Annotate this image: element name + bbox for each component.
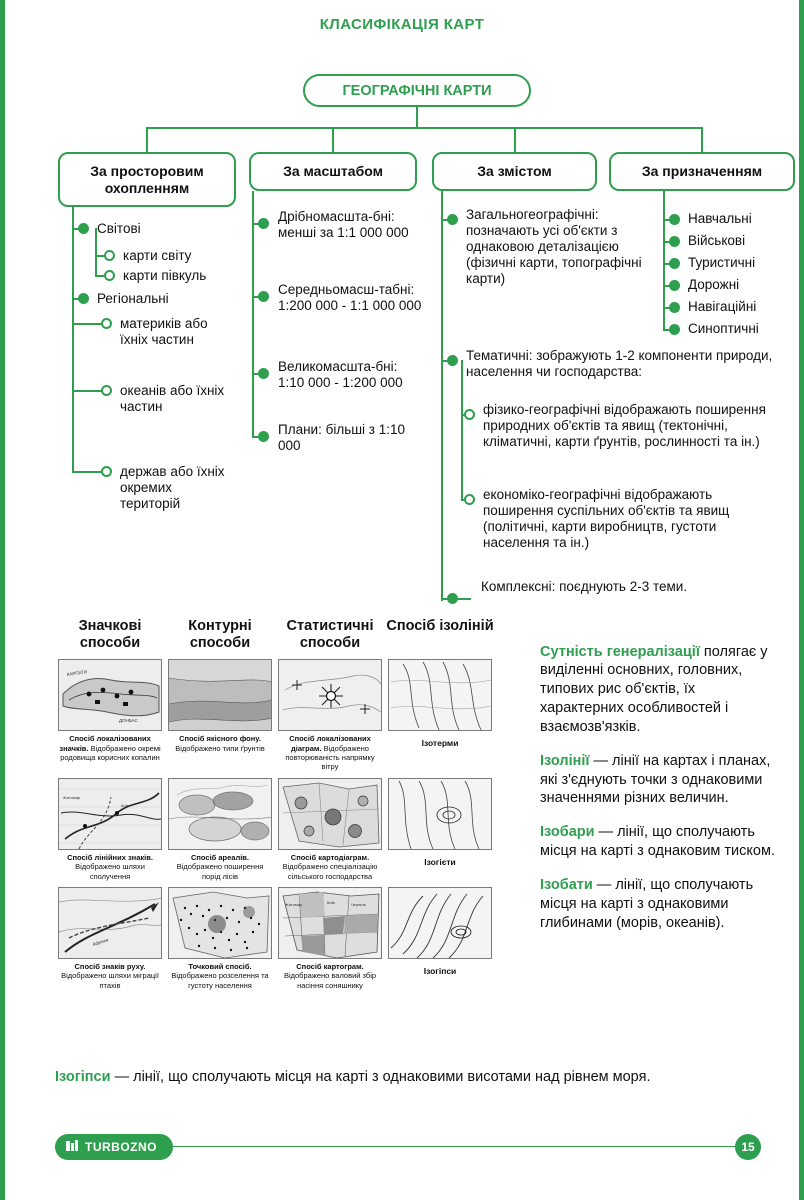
table-cell-caption: Спосіб лінійних знаків. Відображено шляхи сполучення bbox=[67, 852, 153, 881]
connector bbox=[416, 107, 418, 127]
connector bbox=[72, 207, 74, 473]
svg-text:Київ: Київ bbox=[327, 899, 335, 905]
svg-text:Житомир: Житомир bbox=[285, 901, 303, 907]
book-icon bbox=[65, 1139, 79, 1156]
list-item: економіко-географічні відображають поширення суспільних об'єктів та явищ (політичні, карти виробництв, густоти населення та ін.) bbox=[483, 487, 730, 550]
map-thumbnail-isohyets bbox=[388, 778, 492, 850]
category-box-scale: За масштабом bbox=[249, 152, 417, 191]
bullet-icon bbox=[669, 302, 680, 313]
bullet-icon bbox=[669, 280, 680, 291]
table-cell bbox=[55, 887, 165, 990]
list-item: Синоптичні bbox=[688, 321, 759, 336]
definitions-column bbox=[540, 628, 775, 947]
bullet-icon bbox=[101, 466, 112, 477]
definition-isohypses: Ізогіпси — лінії, що сполучають місця на карті з однаковими висотами над рівнем моря. bbox=[55, 1069, 651, 1085]
bullet-icon bbox=[447, 355, 458, 366]
bullet-icon bbox=[669, 324, 680, 335]
list-item: Тематичні: зображують 1-2 компоненти природи, населення чи господарства: bbox=[466, 348, 773, 379]
bullet-icon bbox=[447, 214, 458, 225]
table-cell bbox=[55, 659, 165, 772]
connector bbox=[461, 360, 463, 500]
table-cell bbox=[385, 887, 495, 990]
methods-col-header: Значкові способи bbox=[78, 618, 142, 651]
list-item: Плани: більші з 1:10 000 bbox=[278, 422, 406, 453]
map-thumbnail-qualitative-background bbox=[168, 659, 272, 731]
table-row bbox=[55, 778, 495, 881]
root-node: ГЕОГРАФІЧНІ КАРТИ bbox=[303, 74, 531, 107]
connector bbox=[514, 127, 516, 152]
map-thumbnail-linear-signs bbox=[58, 778, 162, 850]
list-item: Загальногеографічні: позначають усі об'єкти з однаковою деталізацією (фізичні карти, топографічні карти) bbox=[466, 207, 642, 286]
table-cell-caption: Спосіб картодіаграм. Відображено спеціалізацію сільського господарства bbox=[282, 852, 378, 881]
bullet-icon bbox=[104, 250, 115, 261]
list-item: держав або їхніх окремих територій bbox=[120, 464, 225, 511]
map-thumbnail-isotherms bbox=[388, 659, 492, 731]
bullet-icon bbox=[258, 218, 269, 229]
list-item: Навчальні bbox=[688, 211, 752, 226]
methods-table bbox=[55, 618, 495, 996]
list-item: материків або їхніх частин bbox=[120, 316, 208, 347]
list-item: карти світу bbox=[123, 248, 192, 263]
definition-isobars: Ізобари — лінії, що сполучають місця на карті з однаковим тиском. bbox=[540, 824, 775, 860]
page-number: 15 bbox=[735, 1134, 761, 1160]
connector bbox=[441, 191, 443, 601]
definition-generalization: Сутність генералізації полягає у виділенні основних, головних, типових рис об'єктів, їх характерних особливостей і взаємозв'язків. bbox=[540, 643, 768, 735]
svg-text:Африка: Африка bbox=[91, 937, 109, 947]
svg-text:КАРПАТИ: КАРПАТИ bbox=[66, 669, 88, 678]
list-item: Туристичні bbox=[688, 255, 756, 270]
list-item: фізико-географічні відображають поширення природних об'єктів та явищ (тектонічні, кліматичні, карти ґрунтів, рослинності та ін.) bbox=[483, 402, 766, 449]
table-cell-caption: Спосіб ареалів. Відображено поширення порід лісів bbox=[176, 852, 264, 881]
brand-name: TURBOZNO bbox=[85, 1140, 157, 1154]
svg-text:Київ: Київ bbox=[121, 802, 129, 808]
bullet-icon bbox=[101, 318, 112, 329]
brand-badge bbox=[55, 1134, 173, 1160]
list-item: Середньомасш-табні: 1:200 000 - 1:1 000 000 bbox=[278, 282, 422, 313]
table-cell bbox=[165, 887, 275, 990]
table-cell bbox=[165, 778, 275, 881]
list-item: Навігаційні bbox=[688, 299, 757, 314]
map-thumbnail-dot-method bbox=[168, 887, 272, 959]
table-cell-caption: Ізогіпси bbox=[423, 965, 457, 976]
map-thumbnail-isohypses bbox=[388, 887, 492, 959]
map-thumbnail-localized-diagrams bbox=[278, 659, 382, 731]
bullet-icon bbox=[669, 258, 680, 269]
svg-text:Чернігів: Чернігів bbox=[351, 901, 366, 907]
table-row bbox=[55, 887, 495, 990]
bullet-icon bbox=[78, 223, 89, 234]
map-thumbnail-cartograms bbox=[278, 887, 382, 959]
bullet-icon bbox=[78, 293, 89, 304]
methods-header-row bbox=[55, 618, 495, 651]
table-cell-caption: Спосіб картограм. Відображено валовий збір насіння соняшнику bbox=[283, 961, 377, 990]
bullet-icon bbox=[464, 409, 475, 420]
bullet-icon bbox=[258, 291, 269, 302]
table-cell bbox=[165, 659, 275, 772]
definition-isobaths: Ізобати — лінії, що сполучають місця на карті з однаковими глибинами (морів, океанів). bbox=[540, 876, 754, 931]
map-thumbnail-cartodiagrams bbox=[278, 778, 382, 850]
methods-col-header: Статистичні способи bbox=[286, 618, 374, 651]
svg-text:ДОНБАС: ДОНБАС bbox=[119, 718, 138, 724]
bullet-icon bbox=[258, 368, 269, 379]
table-cell-caption: Точковий спосіб. Відображено розселення та густоту населення bbox=[171, 961, 269, 990]
list-item: Військові bbox=[688, 233, 746, 248]
bullet-icon bbox=[669, 236, 680, 247]
table-cell bbox=[55, 778, 165, 881]
table-cell bbox=[275, 778, 385, 881]
table-cell bbox=[385, 659, 495, 772]
connector bbox=[663, 191, 665, 331]
bullet-icon bbox=[104, 270, 115, 281]
table-cell-caption: Ізотерми bbox=[421, 738, 459, 749]
page-title: КЛАСИФІКАЦІЯ КАРТ bbox=[319, 16, 485, 33]
map-thumbnail-movement-signs bbox=[58, 887, 162, 959]
table-cell bbox=[385, 778, 495, 881]
table-cell-caption: Спосіб знаків руху. Відображено шляхи міграції птахів bbox=[61, 961, 159, 990]
connector bbox=[701, 127, 703, 152]
bullet-icon bbox=[258, 431, 269, 442]
category-box-purpose: За призначенням bbox=[609, 152, 795, 191]
bullet-icon bbox=[669, 214, 680, 225]
category-box-content: За змістом bbox=[432, 152, 597, 191]
bullet-icon bbox=[101, 385, 112, 396]
list-item: Світові bbox=[97, 221, 141, 236]
list-item: карти півкуль bbox=[123, 268, 207, 283]
list-item: океанів або їхніх частин bbox=[120, 383, 225, 414]
list-item: Великомасшта-бні: 1:10 000 - 1:200 000 bbox=[278, 359, 403, 390]
table-cell-caption: Спосіб локалізованих значків. Відображено окремі родовища корисних копалин bbox=[59, 734, 161, 763]
map-thumbnail-areal-method bbox=[168, 778, 272, 850]
table-cell-caption: Спосіб локалізованих діаграм. Відображено повторюваність напрямку вітру bbox=[285, 734, 375, 772]
list-item: Дорожні bbox=[688, 277, 740, 292]
table-row bbox=[55, 659, 495, 772]
map-thumbnail-localized-symbols bbox=[58, 659, 162, 731]
methods-col-header: Спосіб ізоліній bbox=[386, 618, 494, 634]
connector bbox=[146, 127, 702, 129]
table-cell-caption: Ізогієти bbox=[424, 856, 456, 867]
svg-text:Житомир: Житомир bbox=[63, 794, 81, 800]
classification-diagram bbox=[0, 33, 804, 623]
bullet-icon bbox=[464, 494, 475, 505]
list-item: Дрібномасшта-бні: менші за 1:1 000 000 bbox=[278, 209, 409, 240]
definition-isolines: Ізолінії — лінії на картах і планах, які з'єднують точки з однаковими значеннями різних величин. bbox=[540, 752, 771, 807]
list-item: Регіональні bbox=[97, 291, 169, 306]
list-item: Комплексні: поєднують 2-3 теми. bbox=[481, 579, 688, 594]
bullet-icon bbox=[447, 593, 458, 604]
connector bbox=[332, 127, 334, 152]
table-cell bbox=[275, 887, 385, 990]
category-box-spatial: За просторовим охопленням bbox=[58, 152, 236, 207]
table-cell bbox=[275, 659, 385, 772]
connector bbox=[146, 127, 148, 152]
methods-col-header: Контурні способи bbox=[188, 618, 252, 651]
table-cell-caption: Спосіб якісного фону. Відображено типи ґрунтів bbox=[175, 734, 265, 753]
connector bbox=[252, 191, 254, 436]
